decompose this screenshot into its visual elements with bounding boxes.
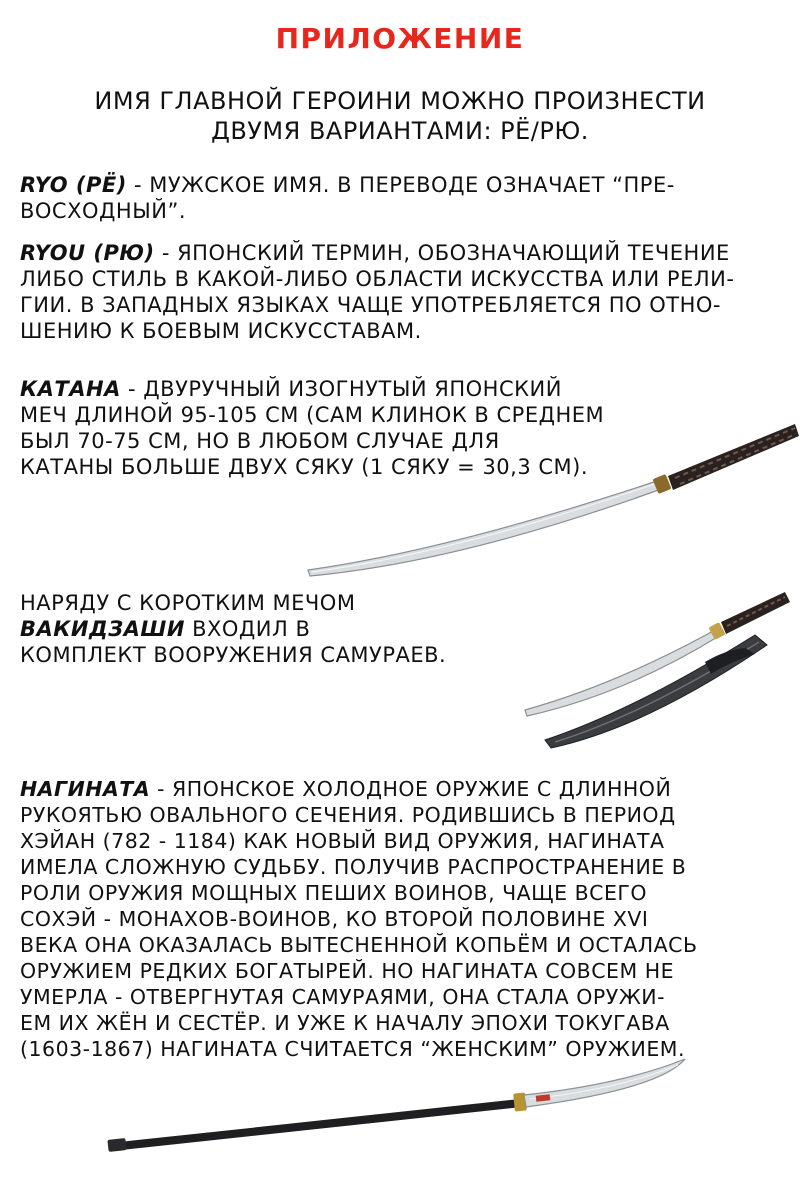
naginata-image [100,1055,700,1155]
entry-wakizashi-pre: НАРЯДУ С КОРОТКИМ МЕЧОМ [20,591,356,615]
term-ryo: RYO (РЁ) [20,173,127,197]
term-naginata: НАГИНАТА [20,777,151,801]
term-wakizashi: ВАКИДЗАШИ [20,617,185,641]
page-title: ПРИЛОЖЕНИЕ [275,22,525,55]
katana-image [300,410,800,580]
entry-ryou [20,240,790,344]
entry-ryo [20,172,780,224]
entry-naginata-text: - ЯПОНСКОЕ ХОЛОДНОЕ ОРУЖИЕ С ДЛИННОЙ РУКОЯТЬЮ ОВАЛЬНОГО СЕЧЕНИЯ. РОДИВШИСЬ В ПЕРИОД ХЭЙАН (782 - 1184) КАК НОВЫЙ ВИД ОРУЖИЯ, НАГИНАТА ИМЕЛА СЛОЖНУЮ СУДЬБУ. ПОЛУЧИВ РАСПРОСТРАНЕНИЕ В РОЛИ ОРУЖИЯ МОЩНЫХ ПЕШИХ ВОИНОВ, ЧАЩЕ ВСЕГО СОХЭЙ - МОНАХОВ-ВОИНОВ, КО ВТОРОЙ ПОЛОВИНЕ XVI ВЕКА ОНА ОКАЗАЛАСЬ ВЫТЕСНЕННОЙ КОПЬЁМ И ОСТАЛАСЬ ОРУЖИЕМ РЕДКИХ БОГАТЫРЕЙ. НО НАГИНАТА СОВСЕМ НЕ УМЕРЛА - ОТВЕРГНУТАЯ САМУРАЯМИ, ОНА СТАЛА ОРУЖИ- ЕМ ИХ ЖЁН И СЕСТЁР. И УЖЕ К НАЧАЛУ ЭПОХИ ТОКУГАВА (1603-1867) НАГИНАТА СЧИТАЕТСЯ “ЖЕНСКИМ” ОРУЖИЕМ. [20,777,698,1061]
term-ryou: RYOU (РЮ) [20,241,155,265]
entry-ryou-text: - ЯПОНСКИЙ ТЕРМИН, ОБОЗНАЧАЮЩИЙ ТЕЧЕНИЕ ЛИБО СТИЛЬ В КАКОЙ-ЛИБО ОБЛАСТИ ИСКУССТВА ИЛИ РЕЛИ- ГИИ. В ЗАПАДНЫХ ЯЗЫКАХ ЧАЩЕ УПОТРЕБЛЯЕТСЯ ПО ОТНО- ШЕНИЮ К БОЕВЫМ ИСКУССТАВАМ. [20,241,735,343]
term-katana: КАТАНА [20,377,121,401]
entry-ryo-text: - МУЖСКОЕ ИМЯ. В ПЕРЕВОДЕ ОЗНАЧАЕТ “ПРЕ- ВОСХОДНЫЙ”. [20,173,675,223]
entry-katana-text: - ДВУРУЧНЫЙ ИЗОГНУТЫЙ ЯПОНСКИЙ МЕЧ ДЛИНОЙ 95-105 СМ (САМ КЛИНОК В СРЕДНЕМ БЫЛ 70-75 СМ, НО В ЛЮБОМ СЛУЧАЕ ДЛЯ КАТАНЫ БОЛЬШЕ ДВУХ СЯКУ (1 СЯКУ = 30,3 СМ). [20,377,605,479]
entry-wakizashi-post: ВХОДИЛ В КОМПЛЕКТ ВООРУЖЕНИЯ САМУРАЕВ. [20,617,447,667]
intro-text: ИМЯ ГЛАВНОЙ ГЕРОИНИ МОЖНО ПРОИЗНЕСТИ ДВУМЯ ВАРИАНТАМИ: РЁ/РЮ. [94,87,706,145]
entry-naginata [20,776,790,1062]
wakizashi-image [515,590,795,750]
entry-wakizashi [20,590,520,668]
